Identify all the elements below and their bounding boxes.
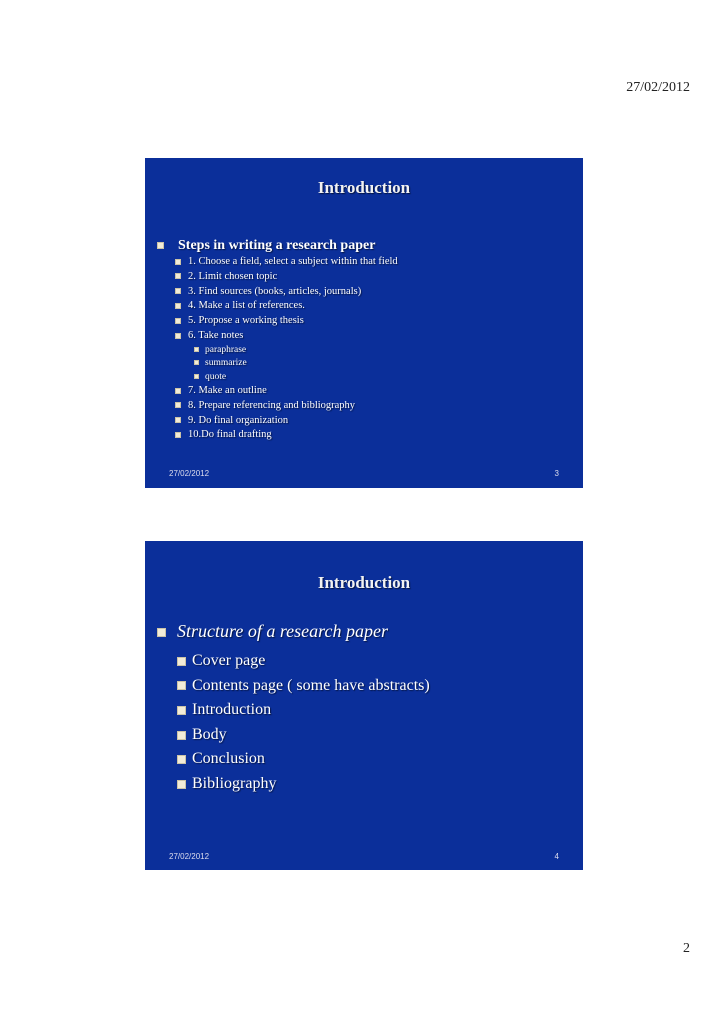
slide-number: 4 bbox=[554, 852, 559, 861]
item-text: Bibliography bbox=[192, 774, 277, 792]
list-item bbox=[177, 649, 430, 674]
structure-list bbox=[177, 649, 430, 797]
square-bullet-icon bbox=[177, 780, 186, 789]
list-item bbox=[175, 270, 398, 285]
slide-heading bbox=[157, 621, 388, 642]
square-bullet-icon bbox=[175, 417, 181, 423]
square-bullet-icon bbox=[175, 402, 181, 408]
list-item bbox=[175, 314, 398, 329]
substep-text: paraphrase bbox=[205, 344, 247, 355]
list-item bbox=[175, 255, 398, 270]
slide-title: Introduction bbox=[317, 573, 411, 592]
square-bullet-icon bbox=[194, 374, 199, 379]
page-date: 27/02/2012 bbox=[626, 80, 690, 95]
step-text: 10.Do final drafting bbox=[188, 429, 272, 441]
step-text: 5. Propose a working thesis bbox=[188, 315, 304, 327]
step-text: 1. Choose a field, select a subject within that field bbox=[188, 256, 398, 267]
square-bullet-icon bbox=[175, 259, 181, 265]
square-bullet-icon bbox=[194, 360, 199, 365]
step-text: 4. Make a list of references. bbox=[188, 300, 305, 312]
step-text: 2. Limit chosen topic bbox=[188, 270, 278, 282]
heading-text: Structure of a research paper bbox=[177, 621, 388, 641]
slide-footer-date: 27/02/2012 bbox=[169, 852, 210, 861]
list-item bbox=[177, 674, 430, 699]
substep-text: summarize bbox=[205, 358, 247, 369]
list-item bbox=[175, 329, 398, 344]
step-text: 3. Find sources (books, articles, journals) bbox=[188, 285, 362, 297]
slide-structure bbox=[145, 541, 583, 870]
square-bullet-icon bbox=[175, 388, 181, 394]
substeps-list bbox=[175, 344, 398, 384]
slide-steps bbox=[145, 158, 583, 488]
steps-list bbox=[175, 255, 398, 443]
step-text: 7. Make an outline bbox=[188, 384, 267, 396]
list-item bbox=[175, 428, 398, 443]
item-text: Introduction bbox=[192, 701, 272, 719]
list-item bbox=[175, 285, 398, 300]
square-bullet-icon bbox=[177, 706, 186, 715]
list-item bbox=[177, 698, 430, 723]
square-bullet-icon bbox=[177, 681, 186, 690]
step-text: 9. Do final organization bbox=[188, 414, 289, 426]
list-item bbox=[194, 371, 398, 384]
slide-heading bbox=[157, 238, 375, 254]
list-item bbox=[175, 399, 398, 414]
list-item bbox=[177, 772, 430, 797]
square-bullet-icon bbox=[177, 755, 186, 764]
square-bullet-icon bbox=[175, 432, 181, 438]
square-bullet-icon bbox=[175, 303, 181, 309]
item-text: Contents page ( some have abstracts) bbox=[192, 676, 430, 694]
list-item bbox=[177, 723, 430, 748]
list-item bbox=[177, 747, 430, 772]
square-bullet-icon bbox=[177, 731, 186, 740]
square-bullet-icon bbox=[194, 347, 199, 352]
square-bullet-icon bbox=[175, 333, 181, 339]
substep-text: quote bbox=[205, 371, 227, 382]
square-bullet-icon bbox=[157, 628, 166, 637]
slide-title: Introduction bbox=[317, 178, 411, 197]
square-bullet-icon bbox=[175, 318, 181, 324]
heading-text: Steps in writing a research paper bbox=[178, 238, 376, 253]
square-bullet-icon bbox=[175, 288, 181, 294]
list-item bbox=[175, 384, 398, 399]
square-bullet-icon bbox=[157, 242, 164, 249]
list-item bbox=[175, 299, 398, 314]
square-bullet-icon bbox=[175, 273, 181, 279]
list-item bbox=[175, 414, 398, 429]
item-text: Body bbox=[192, 725, 227, 743]
step-text: 6. Take notes bbox=[188, 329, 244, 341]
slide-footer-date: 27/02/2012 bbox=[169, 469, 210, 478]
page-number: 2 bbox=[683, 941, 690, 956]
item-text: Conclusion bbox=[192, 750, 265, 768]
square-bullet-icon bbox=[177, 657, 186, 666]
list-item bbox=[194, 357, 398, 370]
step-text: 8. Prepare referencing and bibliography bbox=[188, 399, 356, 411]
list-item bbox=[194, 344, 398, 357]
slide-number: 3 bbox=[554, 469, 559, 478]
item-text: Cover page bbox=[192, 652, 266, 669]
